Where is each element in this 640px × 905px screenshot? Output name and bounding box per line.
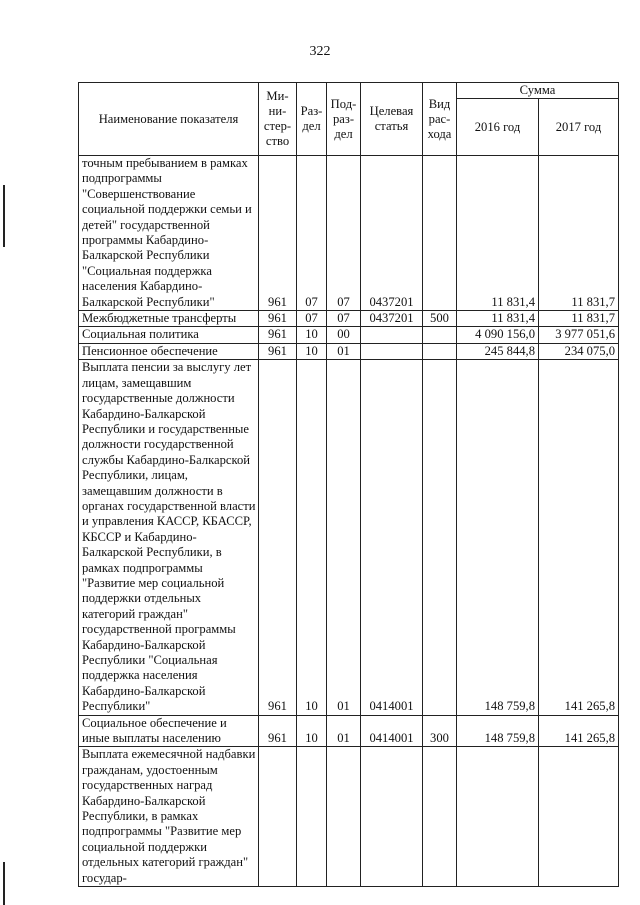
row-target: 0414001 bbox=[361, 360, 423, 715]
header-section-text: Раз- дел bbox=[300, 104, 323, 133]
row-sum-2017 bbox=[539, 747, 619, 887]
header-target-text: Целевая статья bbox=[369, 104, 414, 133]
row-subsection: 01 bbox=[327, 360, 361, 715]
header-expense-type bbox=[423, 83, 457, 156]
row-sum-2016: 148 759,8 bbox=[457, 715, 539, 747]
row-name: точным пребыванием в рамках подпрограммы "Совершенствование социальной поддержки семьи и детей" государственной программы Кабардино-Балкарской Республики "Социальная поддержка населения Кабардино-Балкарской Республики" bbox=[79, 156, 259, 311]
row-section bbox=[297, 747, 327, 887]
row-expense-type bbox=[423, 156, 457, 311]
row-name: Социальная политика bbox=[79, 327, 259, 343]
row-expense-type: 500 bbox=[423, 311, 457, 327]
row-subsection: 01 bbox=[327, 715, 361, 747]
header-subsection bbox=[327, 83, 361, 156]
header-year-2016: 2016 год bbox=[457, 99, 539, 156]
row-section: 10 bbox=[297, 360, 327, 715]
header-subsection-text: Под- раз- дел bbox=[330, 96, 357, 141]
row-ministry bbox=[259, 747, 297, 887]
row-target: 0414001 bbox=[361, 715, 423, 747]
header-target bbox=[361, 83, 423, 156]
row-sum-2017: 3 977 051,6 bbox=[539, 327, 619, 343]
table-row bbox=[79, 156, 619, 311]
row-subsection: 07 bbox=[327, 156, 361, 311]
row-name: Выплата ежемесячной надбавки гражданам, удостоенным государственных наград Кабардино-Балкарской Республики, в рамках подпрограммы "Развитие мер социальной поддержки отдельных категорий граждан" государ- bbox=[79, 747, 259, 887]
table-row bbox=[79, 327, 619, 343]
row-expense-type bbox=[423, 360, 457, 715]
row-section: 10 bbox=[297, 327, 327, 343]
table-body bbox=[79, 156, 619, 887]
header-sum: Сумма bbox=[457, 83, 619, 99]
row-sum-2016: 148 759,8 bbox=[457, 360, 539, 715]
row-target bbox=[361, 343, 423, 359]
row-subsection: 01 bbox=[327, 343, 361, 359]
row-subsection bbox=[327, 747, 361, 887]
row-ministry: 961 bbox=[259, 327, 297, 343]
row-subsection: 00 bbox=[327, 327, 361, 343]
row-sum-2017: 11 831,7 bbox=[539, 311, 619, 327]
row-subsection: 07 bbox=[327, 311, 361, 327]
page-number: 322 bbox=[309, 44, 331, 59]
row-sum-2016: 245 844,8 bbox=[457, 343, 539, 359]
row-sum-2016 bbox=[457, 747, 539, 887]
row-target: 0437201 bbox=[361, 156, 423, 311]
row-section: 10 bbox=[297, 715, 327, 747]
row-target: 0437201 bbox=[361, 311, 423, 327]
row-expense-type bbox=[423, 343, 457, 359]
row-section: 07 bbox=[297, 156, 327, 311]
header-name: Наименование показателя bbox=[79, 83, 259, 156]
row-ministry: 961 bbox=[259, 715, 297, 747]
budget-table bbox=[78, 82, 619, 887]
row-section: 07 bbox=[297, 311, 327, 327]
header-ministry bbox=[259, 83, 297, 156]
row-ministry: 961 bbox=[259, 343, 297, 359]
row-ministry: 961 bbox=[259, 156, 297, 311]
table-row bbox=[79, 715, 619, 747]
row-expense-type: 300 bbox=[423, 715, 457, 747]
margin-mark bbox=[3, 862, 5, 905]
margin-mark bbox=[3, 185, 5, 247]
header-year-2017: 2017 год bbox=[539, 99, 619, 156]
row-sum-2017: 11 831,7 bbox=[539, 156, 619, 311]
row-sum-2017: 234 075,0 bbox=[539, 343, 619, 359]
table-row bbox=[79, 311, 619, 327]
row-name: Межбюджетные трансферты bbox=[79, 311, 259, 327]
header-section bbox=[297, 83, 327, 156]
row-name: Выплата пенсии за выслугу лет лицам, замещавшим государственные должности Кабардино-Балкарской Республики и государственные должности государственной службы Кабардино-Балкарской Республики, лицам, замещавшим должности в органах государственной власти и управления КАССР, КБАССР, КБССР и Кабардино-Балкарской Республики, в рамках подпрограммы "Развитие мер социальной поддержки отдельных категорий граждан" государственной программы Кабардино-Балкарской Республики "Социальная поддержка населения Кабардино-Балкарской Республики" bbox=[79, 360, 259, 715]
row-sum-2016: 11 831,4 bbox=[457, 156, 539, 311]
row-name: Пенсионное обеспечение bbox=[79, 343, 259, 359]
row-section: 10 bbox=[297, 343, 327, 359]
table-row bbox=[79, 747, 619, 887]
row-sum-2016: 11 831,4 bbox=[457, 311, 539, 327]
row-name: Социальное обеспечение и иные выплаты населению bbox=[79, 715, 259, 747]
row-target bbox=[361, 747, 423, 887]
table-row bbox=[79, 343, 619, 359]
row-expense-type bbox=[423, 747, 457, 887]
row-target bbox=[361, 327, 423, 343]
header-ministry-text: Ми- ни- стер- ство bbox=[263, 89, 292, 148]
row-expense-type bbox=[423, 327, 457, 343]
row-sum-2016: 4 090 156,0 bbox=[457, 327, 539, 343]
row-sum-2017: 141 265,8 bbox=[539, 360, 619, 715]
table-row bbox=[79, 360, 619, 715]
row-sum-2017: 141 265,8 bbox=[539, 715, 619, 747]
header-expense-type-text: Вид рас- хода bbox=[427, 96, 452, 141]
row-ministry: 961 bbox=[259, 311, 297, 327]
row-ministry: 961 bbox=[259, 360, 297, 715]
